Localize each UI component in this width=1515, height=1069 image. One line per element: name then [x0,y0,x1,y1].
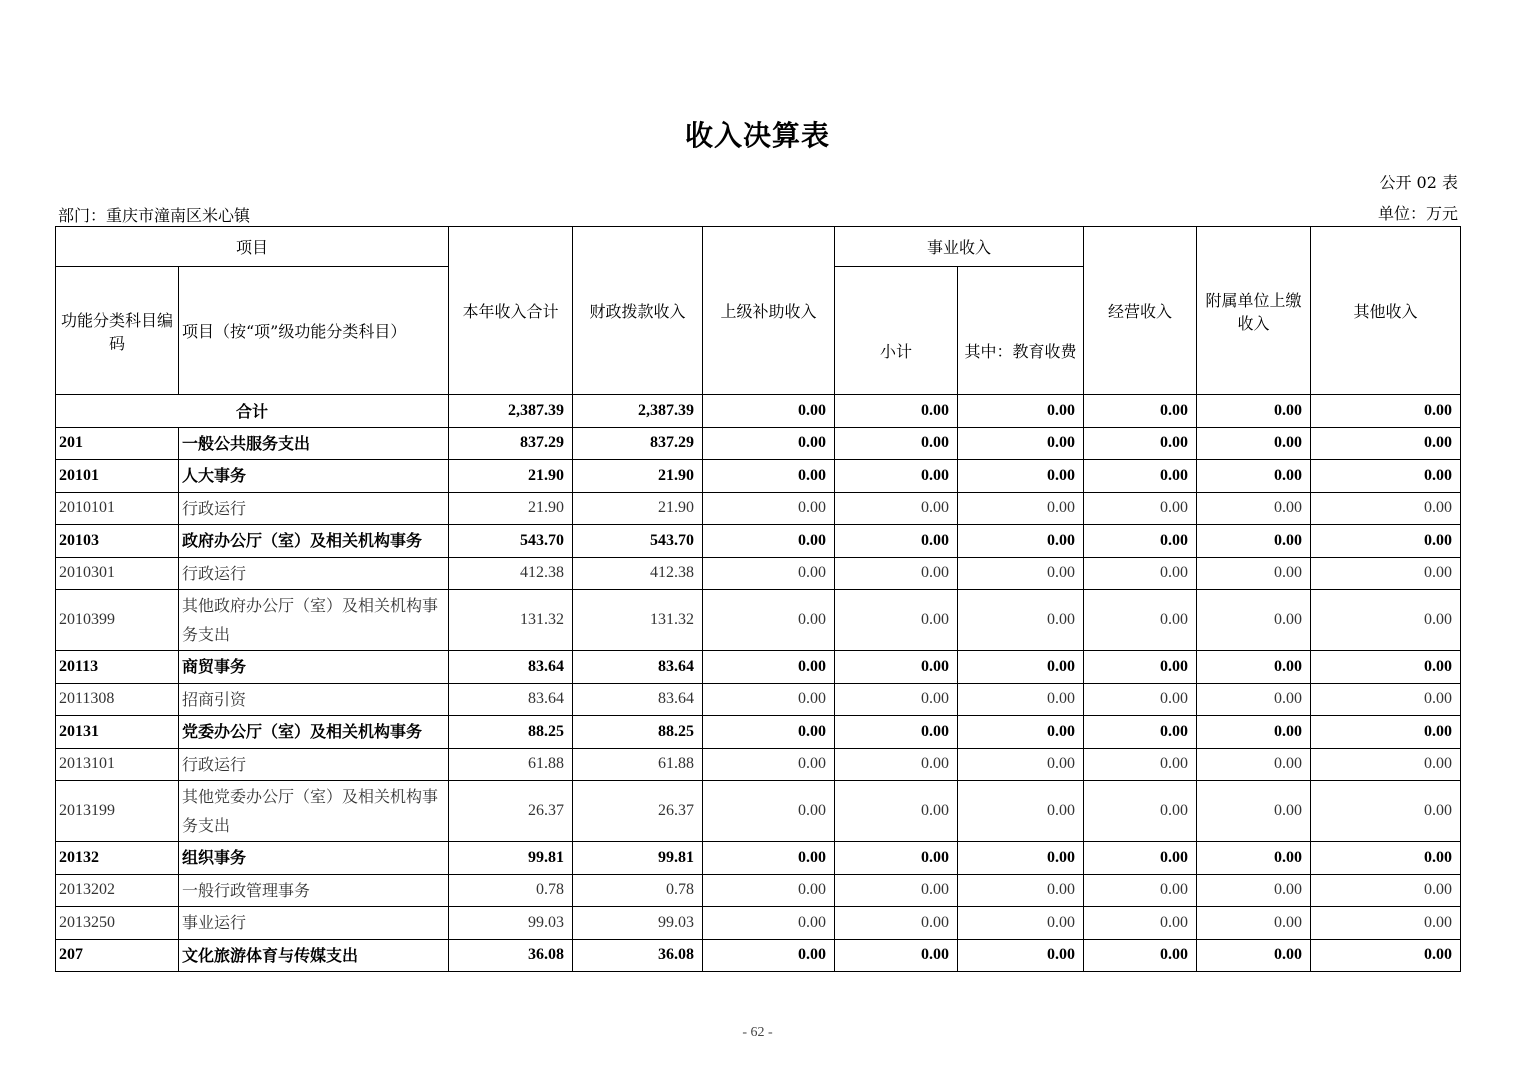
row-value: 0.00 [1197,492,1311,525]
row-value: 83.64 [573,683,703,716]
row-code: 20132 [56,842,179,875]
header-education: 其中：教育收费 [958,267,1084,395]
row-value: 0.78 [573,874,703,907]
row-value: 0.00 [703,716,835,749]
header-func-name: 项目（按“项”级功能分类科目） [179,267,449,395]
header-subtotal: 小计 [835,267,958,395]
row-value: 0.00 [1311,427,1461,460]
row-code: 2013101 [56,748,179,781]
row-code: 201 [56,427,179,460]
row-code: 2013202 [56,874,179,907]
row-value: 0.00 [1311,874,1461,907]
row-value: 0.00 [958,939,1084,972]
table-row [56,557,1461,590]
row-value: 543.70 [573,525,703,558]
table-row [56,842,1461,875]
row-value: 21.90 [573,460,703,493]
row-value: 0.00 [958,781,1084,842]
row-value: 0.00 [1197,716,1311,749]
row-value: 99.03 [573,907,703,940]
total-value: 0.00 [835,395,958,428]
row-name: 行政运行 [179,492,449,525]
row-value: 0.00 [703,748,835,781]
row-value: 131.32 [449,590,573,651]
row-value: 0.00 [1197,525,1311,558]
row-value: 21.90 [449,460,573,493]
row-value: 0.00 [835,460,958,493]
row-value: 0.00 [835,781,958,842]
row-value: 0.00 [703,874,835,907]
row-name: 文化旅游体育与传媒支出 [179,939,449,972]
row-value: 0.00 [1084,842,1197,875]
row-name: 组织事务 [179,842,449,875]
row-value: 0.78 [449,874,573,907]
page-number: - 62 - [742,1025,773,1040]
row-code: 207 [56,939,179,972]
row-value: 0.00 [703,557,835,590]
row-value: 412.38 [573,557,703,590]
income-table [55,226,1461,972]
table-row [56,590,1461,651]
row-value: 837.29 [449,427,573,460]
table-row [56,460,1461,493]
row-name: 人大事务 [179,460,449,493]
row-name: 一般公共服务支出 [179,427,449,460]
row-code: 2013199 [56,781,179,842]
row-value: 0.00 [835,907,958,940]
row-value: 0.00 [1084,492,1197,525]
table-number: 公开 02 表 [1379,173,1458,192]
row-value: 0.00 [1311,781,1461,842]
row-value: 0.00 [1084,557,1197,590]
row-name: 党委办公厅（室）及相关机构事务 [179,716,449,749]
total-row [56,395,1461,428]
row-value: 0.00 [958,427,1084,460]
row-value: 0.00 [835,651,958,684]
total-value: 0.00 [1311,395,1461,428]
row-name: 行政运行 [179,557,449,590]
row-value: 0.00 [1311,842,1461,875]
row-value: 0.00 [1197,683,1311,716]
row-value: 0.00 [703,939,835,972]
row-value: 0.00 [958,874,1084,907]
row-value: 0.00 [958,525,1084,558]
row-value: 21.90 [573,492,703,525]
row-value: 0.00 [958,557,1084,590]
row-value: 0.00 [958,842,1084,875]
header-operating: 经营收入 [1084,227,1197,395]
row-code: 2011308 [56,683,179,716]
row-value: 0.00 [1197,651,1311,684]
row-value: 0.00 [703,525,835,558]
row-value: 0.00 [835,842,958,875]
row-code: 20113 [56,651,179,684]
row-value: 837.29 [573,427,703,460]
total-value: 0.00 [958,395,1084,428]
table-row [56,716,1461,749]
row-code: 2010301 [56,557,179,590]
row-value: 0.00 [703,427,835,460]
row-value: 0.00 [703,842,835,875]
row-value: 0.00 [703,492,835,525]
row-value: 0.00 [1084,525,1197,558]
row-value: 0.00 [835,874,958,907]
row-value: 99.81 [573,842,703,875]
row-value: 0.00 [1311,492,1461,525]
header-project: 项目 [56,227,449,267]
unit-label: 单位：万元 [1377,204,1458,223]
row-value: 0.00 [1197,842,1311,875]
header-other: 其他收入 [1311,227,1461,395]
row-value: 61.88 [573,748,703,781]
row-value: 83.64 [449,651,573,684]
row-value: 0.00 [958,907,1084,940]
row-value: 0.00 [1084,427,1197,460]
total-value: 2,387.39 [449,395,573,428]
row-value: 0.00 [835,939,958,972]
row-value: 0.00 [835,557,958,590]
total-label: 合计 [56,395,449,428]
row-value: 83.64 [573,651,703,684]
row-value: 0.00 [835,427,958,460]
row-value: 0.00 [1197,781,1311,842]
row-value: 0.00 [1084,651,1197,684]
row-value: 26.37 [573,781,703,842]
row-value: 0.00 [958,748,1084,781]
row-value: 0.00 [703,907,835,940]
header-business: 事业收入 [835,227,1084,267]
row-value: 0.00 [1084,781,1197,842]
header-total: 本年收入合计 [449,227,573,395]
row-value: 0.00 [1084,939,1197,972]
row-value: 0.00 [1311,939,1461,972]
row-value: 0.00 [835,525,958,558]
row-name: 其他党委办公厅（室）及相关机构事务支出 [179,781,449,842]
row-name: 商贸事务 [179,651,449,684]
row-value: 0.00 [958,716,1084,749]
row-code: 2013250 [56,907,179,940]
row-value: 0.00 [1197,939,1311,972]
row-value: 88.25 [573,716,703,749]
row-value: 0.00 [1084,874,1197,907]
header-affiliated: 附属单位上缴收入 [1197,227,1311,395]
header-fiscal: 财政拨款收入 [573,227,703,395]
table-row [56,492,1461,525]
row-value: 0.00 [1311,683,1461,716]
row-value: 0.00 [958,651,1084,684]
row-value: 0.00 [1197,557,1311,590]
table-row [56,683,1461,716]
table-row [56,427,1461,460]
total-value: 0.00 [1084,395,1197,428]
table-row [56,748,1461,781]
row-value: 21.90 [449,492,573,525]
row-value: 0.00 [1311,651,1461,684]
row-value: 0.00 [1311,748,1461,781]
row-value: 36.08 [449,939,573,972]
row-value: 0.00 [1311,590,1461,651]
row-value: 0.00 [703,590,835,651]
row-code: 20131 [56,716,179,749]
row-name: 招商引资 [179,683,449,716]
total-value: 2,387.39 [573,395,703,428]
row-value: 26.37 [449,781,573,842]
table-row [56,874,1461,907]
row-value: 412.38 [449,557,573,590]
row-value: 0.00 [1084,460,1197,493]
row-name: 政府办公厅（室）及相关机构事务 [179,525,449,558]
department-label: 部门：重庆市潼南区米心镇 [58,206,251,225]
row-value: 0.00 [958,590,1084,651]
table-row [56,781,1461,842]
table-row [56,907,1461,940]
row-value: 0.00 [958,683,1084,716]
row-value: 0.00 [1084,590,1197,651]
row-value: 131.32 [573,590,703,651]
row-value: 0.00 [835,683,958,716]
row-value: 0.00 [835,590,958,651]
row-name: 事业运行 [179,907,449,940]
row-value: 0.00 [835,492,958,525]
table-row [56,651,1461,684]
row-value: 0.00 [835,716,958,749]
row-value: 0.00 [1311,907,1461,940]
table-row [56,939,1461,972]
total-value: 0.00 [1197,395,1311,428]
row-value: 0.00 [1084,716,1197,749]
table-row [56,525,1461,558]
row-value: 543.70 [449,525,573,558]
row-code: 2010101 [56,492,179,525]
row-value: 0.00 [958,460,1084,493]
row-value: 0.00 [1197,427,1311,460]
row-code: 20101 [56,460,179,493]
row-value: 0.00 [1084,748,1197,781]
row-value: 0.00 [703,683,835,716]
header-func-code: 功能分类科目编码 [56,267,179,395]
row-value: 99.03 [449,907,573,940]
row-code: 2010399 [56,590,179,651]
row-name: 行政运行 [179,748,449,781]
row-value: 99.81 [449,842,573,875]
header-superior: 上级补助收入 [703,227,835,395]
total-value: 0.00 [703,395,835,428]
page-title: 收入决算表 [684,119,830,152]
row-value: 0.00 [958,492,1084,525]
row-name: 一般行政管理事务 [179,874,449,907]
row-value: 36.08 [573,939,703,972]
row-value: 0.00 [1311,716,1461,749]
row-value: 0.00 [1084,907,1197,940]
row-value: 0.00 [1197,590,1311,651]
row-value: 0.00 [1311,557,1461,590]
row-value: 0.00 [1197,874,1311,907]
row-value: 0.00 [703,460,835,493]
row-value: 0.00 [1311,525,1461,558]
row-value: 0.00 [835,748,958,781]
row-value: 0.00 [703,651,835,684]
row-value: 0.00 [1197,748,1311,781]
row-value: 0.00 [1197,460,1311,493]
row-value: 0.00 [1197,907,1311,940]
row-value: 61.88 [449,748,573,781]
row-value: 0.00 [1311,460,1461,493]
row-value: 83.64 [449,683,573,716]
row-value: 88.25 [449,716,573,749]
row-name: 其他政府办公厅（室）及相关机构事务支出 [179,590,449,651]
row-value: 0.00 [1084,683,1197,716]
row-value: 0.00 [703,781,835,842]
row-code: 20103 [56,525,179,558]
